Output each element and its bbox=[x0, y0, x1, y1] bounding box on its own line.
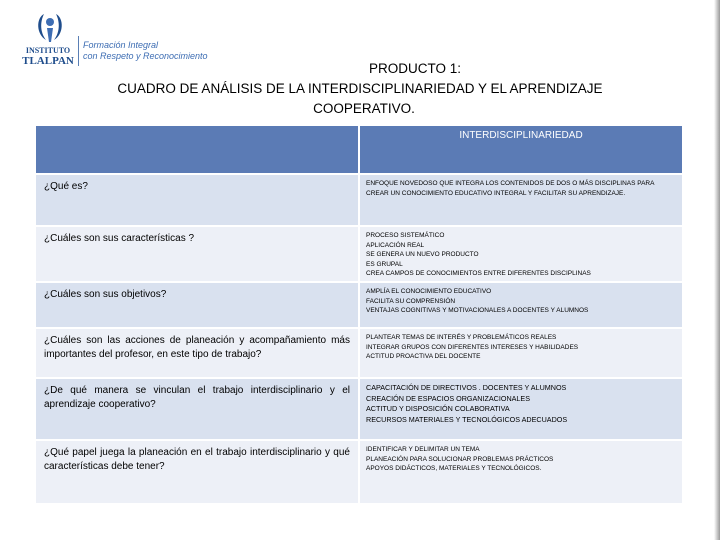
answer-cell bbox=[360, 227, 682, 281]
answer-line: FACILITA SU COMPRENSIÓN bbox=[366, 297, 456, 305]
answer-line: APOYOS DIDÁCTICOS, MATERIALES Y TECNOLÓGICOS. bbox=[366, 465, 542, 472]
answer-line: PROCESO SISTEMÁTICO bbox=[366, 232, 445, 239]
institute-emblem-icon bbox=[30, 8, 70, 48]
table-row bbox=[36, 329, 682, 379]
table-row bbox=[36, 175, 682, 227]
answer-cell bbox=[360, 441, 682, 503]
answer-line: CREACIÓN DE ESPACIOS ORGANIZACIONALES bbox=[366, 393, 531, 403]
table-row bbox=[36, 379, 682, 441]
slogan-line1: Formación Integral bbox=[83, 40, 159, 50]
page-title bbox=[0, 59, 720, 119]
header-cell-empty bbox=[36, 126, 358, 173]
answer-cell bbox=[360, 379, 682, 439]
title-line1: PRODUCTO 1: bbox=[368, 61, 461, 76]
answer-line: APLICACIÓN REAL bbox=[366, 241, 425, 249]
answer-cell bbox=[360, 283, 682, 327]
answer-line: VENTAJAS COGNITIVAS Y MOTIVACIONALES A DOCENTES Y ALUMNOS bbox=[366, 307, 589, 314]
question-cell: ¿Qué es? bbox=[36, 175, 358, 225]
title-line2: CUADRO DE ANÁLISIS DE LA INTERDISCIPLINARIEDAD Y EL APRENDIZAJE bbox=[117, 81, 603, 96]
answer-line: ACTITUD Y DISPOSICIÓN COLABORATIVA bbox=[366, 404, 510, 413]
question-cell: ¿Cuáles son sus características ? bbox=[36, 227, 358, 281]
institute-name-line2: TLALPAN bbox=[22, 55, 74, 67]
answer-line: PLANTEAR TEMAS DE INTERÉS Y PROBLEMÁTICOS REALES bbox=[366, 334, 557, 341]
table-row bbox=[36, 227, 682, 283]
answer-line: INTEGRAR GRUPOS CON DIFERENTES INTERESES Y HABILIDADES bbox=[366, 343, 579, 351]
institute-name-line1: INSTITUTO bbox=[25, 46, 71, 55]
question-cell: ¿Cuáles son las acciones de planeación y acompañamiento más importantes del profesor, en este tipo de trabajo? bbox=[36, 329, 358, 377]
answer-cell bbox=[360, 175, 682, 225]
answer-line: ACTITUD PROACTIVA DEL DOCENTE bbox=[366, 353, 481, 360]
question-cell: ¿De qué manera se vinculan el trabajo interdisciplinario y el aprendizaje cooperativo? bbox=[36, 379, 358, 439]
answer-line: SE GENERA UN NUEVO PRODUCTO bbox=[366, 251, 479, 258]
answer-line: CAPACITACIÓN DE DIRECTIVOS . DOCENTES Y ALUMNOS bbox=[366, 383, 567, 392]
title-line3: COOPERATIVO. bbox=[313, 101, 415, 116]
answer-line: PLANEACIÓN PARA SOLUCIONAR PROBLEMAS PRÁCTICOS bbox=[366, 455, 554, 463]
answer-line: AMPLÍA EL CONOCIMIENTO EDUCATIVO bbox=[366, 288, 492, 295]
analysis-table bbox=[36, 126, 682, 505]
answer-cell bbox=[360, 329, 682, 377]
slogan-line2: con Respeto y Reconocimiento bbox=[83, 51, 208, 61]
table-row bbox=[36, 283, 682, 329]
header-cell-interdisciplinariedad: INTERDISCIPLINARIEDAD bbox=[360, 126, 682, 173]
question-cell: ¿Qué papel juega la planeación en el trabajo interdisciplinario y qué características debe tener? bbox=[36, 441, 358, 503]
answer-line: ENFOQUE NOVEDOSO QUE INTEGRA LOS CONTENIDOS DE DOS O MÁS DISCIPLINAS PARA bbox=[366, 180, 655, 187]
question-cell: ¿Cuáles son sus objetivos? bbox=[36, 283, 358, 327]
answer-line: ES GRUPAL bbox=[366, 260, 403, 268]
answer-line: CREA CAMPOS DE CONOCIMIENTOS ENTRE DIFERENTES DISCIPLINAS bbox=[366, 270, 591, 277]
table-row bbox=[36, 441, 682, 505]
answer-line: IDENTIFICAR Y DELIMITAR UN TEMA bbox=[366, 446, 480, 453]
table-header-row bbox=[36, 126, 682, 175]
answer-line: RECURSOS MATERIALES Y TECNOLÓGICOS ADECUADOS bbox=[366, 414, 568, 424]
answer-line: CREAR UN CONOCIMIENTO EDUCATIVO INTEGRAL Y FACILITAR SU APRENDIZAJE. bbox=[366, 189, 626, 197]
